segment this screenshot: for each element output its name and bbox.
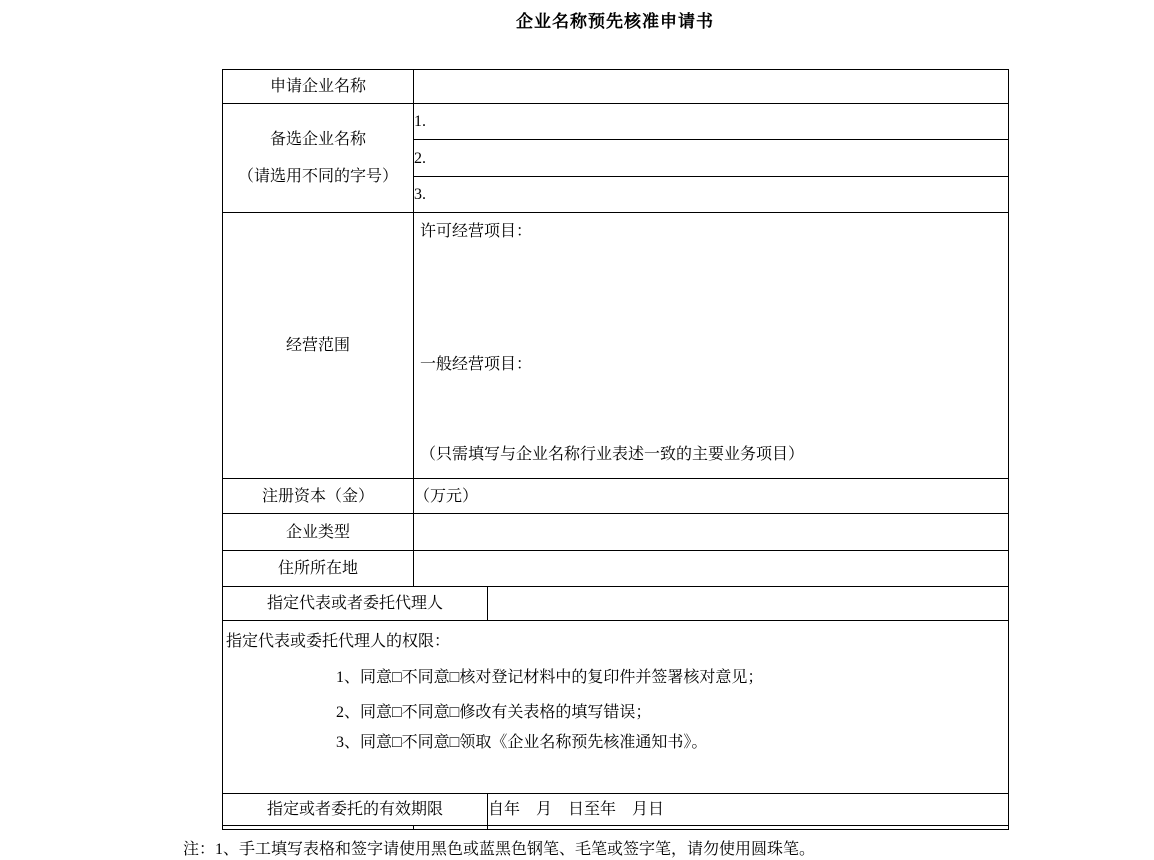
truncated-cell-3 xyxy=(488,826,1009,830)
representative-label: 指定代表或者委托代理人 xyxy=(223,587,488,621)
row-domicile xyxy=(223,551,1009,587)
alt-names-label-line1: 备选企业名称 xyxy=(269,131,366,148)
authority-cell[interactable] xyxy=(223,621,1009,794)
domicile-field[interactable] xyxy=(414,551,1009,587)
licensed-items-heading: 许可经营项目： xyxy=(420,222,533,240)
truncated-cell-1 xyxy=(223,826,414,830)
alt-name-1-field[interactable]: 1. xyxy=(414,104,1009,140)
validity-field[interactable]: 自年 月 日至年 月日 xyxy=(488,794,1009,826)
business-scope-field[interactable] xyxy=(414,213,1009,479)
validity-label: 指定或者委托的有效期限 xyxy=(223,794,488,826)
truncated-cell-2 xyxy=(414,826,488,830)
authority-heading: 指定代表或委托代理人的权限： xyxy=(226,632,451,650)
registered-capital-field[interactable] xyxy=(414,479,1009,514)
row-validity xyxy=(223,794,1009,826)
alt-names-label-line2: （请选用不同的字号） xyxy=(237,168,398,185)
row-registered-capital xyxy=(223,479,1009,514)
registered-capital-label: 注册资本（金） xyxy=(223,479,414,514)
alt-names-label xyxy=(223,104,414,213)
row-business-scope xyxy=(223,213,1009,479)
row-alt-name-1 xyxy=(223,104,1009,140)
enterprise-type-label: 企业类型 xyxy=(223,514,414,551)
business-scope-content xyxy=(414,214,1008,478)
enterprise-type-field[interactable] xyxy=(414,514,1009,551)
row-enterprise-type xyxy=(223,514,1009,551)
authority-item-3: 3、同意□不同意□领取《企业名称预先核准通知书》。 xyxy=(336,733,708,751)
alt-name-3-field[interactable]: 3. xyxy=(414,177,1009,213)
row-representative xyxy=(223,587,1009,621)
application-form-table xyxy=(222,69,1009,830)
footnote: 注：1、手工填写表格和签字请使用黑色或蓝黑色钢笔、毛笔或签字笔，请勿使用圆珠笔。 xyxy=(183,841,816,858)
authority-item-2: 2、同意□不同意□修改有关表格的填写错误； xyxy=(336,703,652,721)
alt-name-2-field[interactable]: 2. xyxy=(414,140,1009,177)
authority-content xyxy=(223,622,1008,793)
form-title: 企业名称预先核准申请书 xyxy=(516,12,714,31)
business-scope-label: 经营范围 xyxy=(223,213,414,479)
business-scope-hint: （只需填写与企业名称行业表述一致的主要业务项目） xyxy=(420,445,805,463)
capital-unit-label: （万元） xyxy=(414,487,479,505)
row-authority xyxy=(223,621,1009,794)
applied-name-field[interactable] xyxy=(414,70,1009,104)
row-truncated xyxy=(223,826,1009,830)
general-items-heading: 一般经营项目： xyxy=(420,355,533,373)
domicile-label: 住所所在地 xyxy=(223,551,414,587)
representative-field[interactable] xyxy=(488,587,1009,621)
applied-name-label: 申请企业名称 xyxy=(223,70,414,104)
authority-item-1: 1、同意□不同意□核对登记材料中的复印件并签署核对意见； xyxy=(336,668,764,686)
row-applied-name xyxy=(223,70,1009,104)
